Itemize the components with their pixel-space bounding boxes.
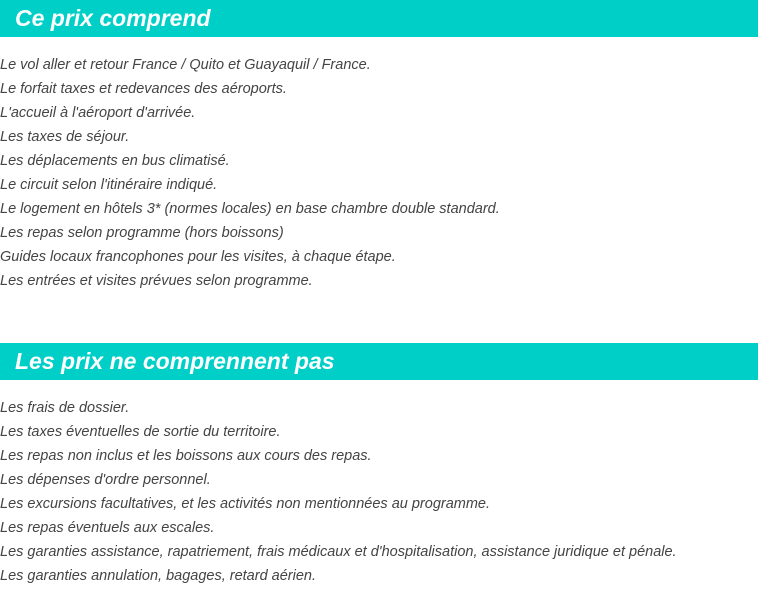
- excluded-item: Les repas non inclus et les boissons aux cours des repas.: [0, 448, 372, 464]
- excluded-item: Les repas éventuels aux escales.: [0, 520, 215, 536]
- included-item: Le vol aller et retour France / Quito et Guayaquil / France.: [0, 57, 371, 73]
- included-item: Le forfait taxes et redevances des aéroports.: [0, 81, 287, 97]
- excluded-item: Les taxes éventuelles de sortie du territoire.: [0, 424, 281, 440]
- included-item: L'accueil à l'aéroport d'arrivée.: [0, 105, 196, 121]
- excluded-item: Les excursions facultatives, et les activités non mentionnées au programme.: [0, 496, 491, 512]
- excluded-item: Les frais de dossier.: [0, 400, 130, 416]
- excluded-item: Les dépenses d'ordre personnel.: [0, 472, 211, 488]
- excluded-section-title: Les prix ne comprennent pas: [0, 343, 758, 380]
- excluded-items-list: [0, 396, 677, 588]
- included-item: Le logement en hôtels 3* (normes locales) en base chambre double standard.: [0, 201, 500, 217]
- excluded-item: Les garanties assistance, rapatriement, frais médicaux et d'hospitalisation, assistance juridique et pénale.: [0, 544, 677, 560]
- excluded-item: Les garanties annulation, bagages, retard aérien.: [0, 568, 316, 584]
- included-item: Les repas selon programme (hors boissons): [0, 225, 284, 241]
- included-section-title: Ce prix comprend: [0, 0, 758, 37]
- included-item: Le circuit selon l'itinéraire indiqué.: [0, 177, 218, 193]
- included-item: Les déplacements en bus climatisé.: [0, 153, 230, 169]
- included-item: Les entrées et visites prévues selon programme.: [0, 273, 313, 289]
- included-item: Les taxes de séjour.: [0, 129, 130, 145]
- included-item: Guides locaux francophones pour les visites, à chaque étape.: [0, 249, 396, 265]
- included-items-list: [0, 53, 500, 293]
